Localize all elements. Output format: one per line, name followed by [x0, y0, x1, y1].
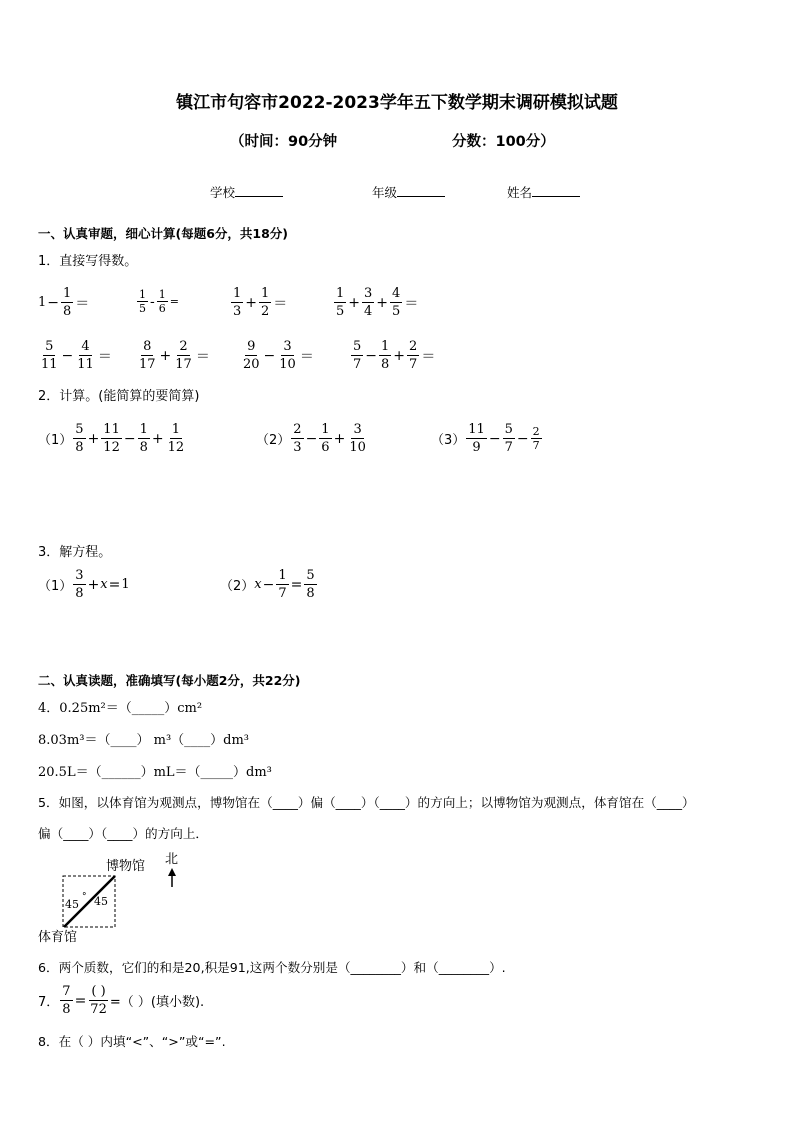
- section1-heading: 一、认真审题，细心计算(每题6分，共18分): [38, 226, 289, 241]
- question-4-line-2: 8.03m³＝（____） m³（____）dm³: [38, 733, 250, 748]
- svg-text:°: °: [82, 892, 87, 902]
- direction-diagram: [36, 850, 196, 946]
- question-5-line-2: 偏（____）（____）的方向上．: [38, 826, 209, 841]
- q1-expr-4: $\frac{1}{5}$ + $\frac{3}{4}$ + $\frac{4}{5}$ ＝: [336, 286, 419, 319]
- name-label: 姓名: [507, 185, 533, 200]
- angle-label-2: 45: [94, 895, 108, 908]
- grade-field: [372, 183, 445, 201]
- exam-score: 分数：100分）: [452, 134, 555, 150]
- q1-expr-1: 1 − $\frac{1}{8}$ ＝: [38, 286, 90, 319]
- question-6: 6．两个质数，它们的和是20,积是91,这两个数分别是（________）和（________）.: [38, 960, 506, 975]
- q3-equation-2: （2） x − $\frac{1}{7}$ = $\frac{5}{8}$: [220, 568, 315, 601]
- gym-label: 体育馆: [38, 930, 78, 945]
- question-1: 1．直接写得数。: [38, 254, 138, 269]
- grade-blank[interactable]: [397, 184, 445, 197]
- q1-expr-8: $\frac{5}{7}$ − $\frac{1}{8}$ + $\frac{2}{7}$ ＝: [353, 339, 436, 372]
- page-title: 镇江市句容市2022-2023学年五下数学期末调研模拟试题: [176, 93, 618, 113]
- q2-expr-1: （1） $\frac{5}{8}$ + $\frac{11}{12}$ − $\frac{1}{8}$ + $\frac{1}{12}$: [38, 422, 185, 455]
- q1-expr-2: $\frac{1}{5}$ - $\frac{1}{6}$ =: [139, 288, 179, 315]
- section2-heading: 二、认真读题，准确填写(每小题2分，共22分): [38, 673, 301, 688]
- q1-expr-6: $\frac{8}{17}$ + $\frac{2}{17}$ ＝: [139, 339, 210, 372]
- school-label: 学校: [210, 185, 236, 200]
- grade-label: 年级: [372, 185, 398, 200]
- exam-time: （时间：90分钟: [230, 134, 338, 150]
- q1-expr-3: $\frac{1}{3}$ + $\frac{1}{2}$ ＝: [233, 286, 288, 319]
- question-8: 8．在（ ）内填“<”、“>”或“=”.: [38, 1034, 226, 1049]
- q1-expr-7: $\frac{9}{20}$ − $\frac{3}{10}$ ＝: [243, 339, 314, 372]
- museum-label: 博物馆: [106, 859, 146, 874]
- q2-expr-2: （2） $\frac{2}{3}$ − $\frac{1}{6}$ + $\frac{3}{10}$: [256, 422, 366, 455]
- question-4-line-3: 20.5L＝（______）mL＝（_____）dm³: [38, 765, 272, 780]
- north-label: 北: [165, 852, 179, 867]
- q1-expr-5: $\frac{5}{11}$ − $\frac{4}{11}$ ＝: [41, 339, 112, 372]
- question-2: 2．计算。(能简算的要简算): [38, 389, 200, 404]
- school-field: [210, 183, 283, 201]
- north-arrow-icon: [168, 868, 176, 876]
- question-5-line-1: 5．如图，以体育馆为观测点，博物馆在（____）偏（____）（____）的方向上；以博物馆为观测点，体育馆在（____）: [38, 795, 695, 810]
- question-4-line-1: 4．0.25m²＝（_____）cm²: [38, 701, 203, 716]
- school-blank[interactable]: [235, 184, 283, 197]
- question-7: 7． $\frac{7}{8}$ = $\frac{( )}{72}$ =（ ）(填小数).: [38, 984, 205, 1017]
- q3-equation-1: （1） $\frac{3}{8}$ + x = 1: [38, 568, 130, 601]
- name-blank[interactable]: [532, 184, 580, 197]
- question-3: 3．解方程。: [38, 545, 112, 560]
- q2-expr-3: （3） $\frac{11}{9}$ − $\frac{5}{7}$ − $\frac{2}{7}$: [431, 422, 540, 455]
- name-field: [507, 183, 580, 201]
- angle-label-1: 45: [65, 898, 79, 911]
